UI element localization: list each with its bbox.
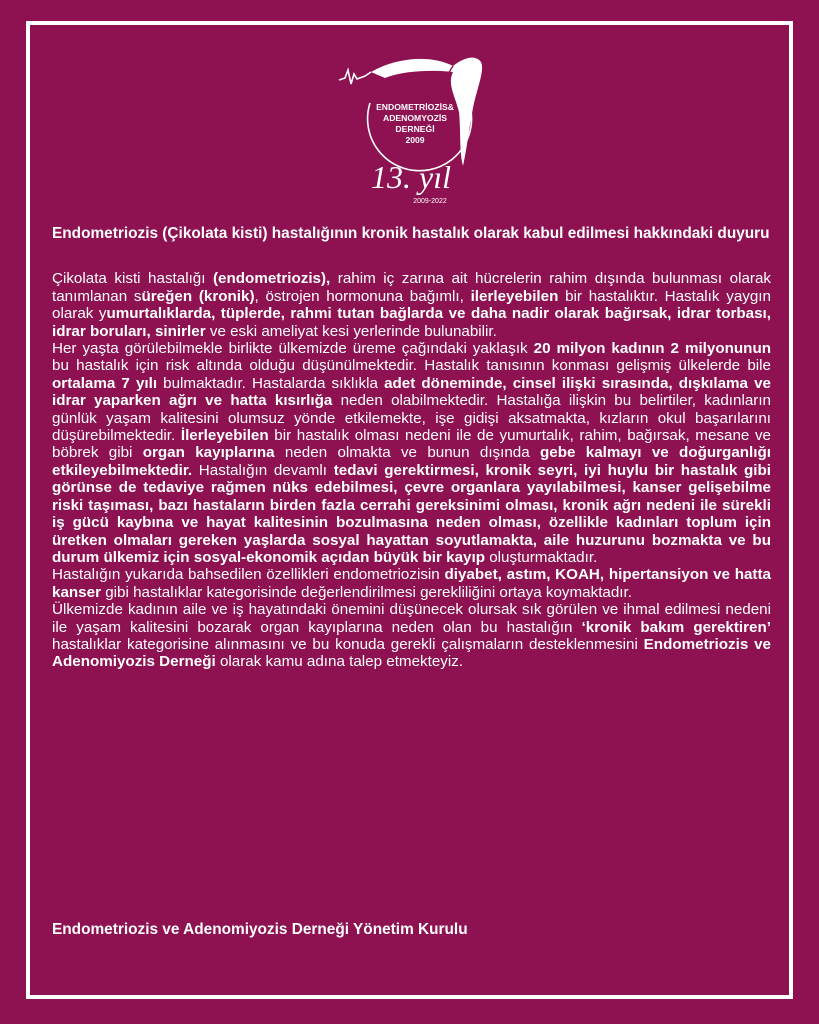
text-span: rahim iç zarına ait hücrelerin rahim dışında bulunması olarak tanımlanan s bbox=[52, 270, 771, 305]
bold-span: ilerleyebilen bbox=[470, 287, 559, 305]
text-span: Ülkemizde kadının aile ve iş hayatındaki önemini düşünecek olursak sık görülen ve ihmal edilmesi nedeni ile yaşam kalitesini bozarak organ kayıplarına neden olan bu hastalığın bbox=[52, 601, 771, 636]
bold-span: (endometriozis), bbox=[212, 270, 331, 288]
signature-line: Endometriozis ve Adenomiyozis Derneği Yönetim Kurulu bbox=[52, 921, 468, 938]
text-span: bulmaktadır. Hastalarda sıklıkla bbox=[157, 374, 385, 392]
logo-anniversary: 13. yıl bbox=[371, 159, 451, 195]
bold-span: adet döneminde, cinsel ilişki sırasında, dışkılama ve idrar yaparken ağrı ve hatta kısırlığa bbox=[52, 374, 771, 410]
paragraph-4 bbox=[52, 601, 771, 671]
logo-line2: ADENOMYOZİS bbox=[383, 113, 447, 123]
text-span: oluşturmaktadır. bbox=[484, 548, 598, 566]
logo-year: 2009 bbox=[405, 135, 425, 145]
bold-span: diyabet, astım, KOAH, hipertansiyon ve hatta kanser bbox=[52, 566, 771, 601]
text-span: hastalıklar kategorisine alınmasını ve bu konuda gerekli çalışmaların desteklenmesini bbox=[52, 635, 644, 653]
bold-span: 20 milyon kadının 2 milyonunun bbox=[533, 340, 771, 358]
bold-span: Endometriozis ve Adenomiyozis Derneği bbox=[52, 635, 772, 671]
logo-line3: DERNEĞİ bbox=[395, 124, 435, 134]
text-span: neden olmakta ve bunun dışında bbox=[274, 444, 541, 462]
paragraph-2 bbox=[52, 340, 771, 566]
bold-span: gebe kalmayı ve doğurganlığı etkileyebilmektedir. bbox=[52, 444, 771, 479]
text-span: gibi hastalıklar kategorisinde değerlendirilmesi gerekliliğini ortaya koymaktadır. bbox=[100, 583, 632, 601]
text-span: neden olabilmektedir. Hastalığa ilişkin bu belirtiler, kadınların günlük yaşam kalitesini olumsuz yönde etkilemekte, işe gidişi aksatmakta, kızların okul başarılarını düşürebilmektedir. bbox=[52, 392, 771, 445]
text-span: Hastalığın yukarıda bahsedilen özellikleri endometriozisin bbox=[52, 566, 445, 584]
text-span: Çikolata kisti hastalığı bbox=[52, 270, 213, 288]
bold-span: organ kayıplarına bbox=[142, 444, 275, 462]
text-span: bir hastalıktır. Hastalık yaygın olarak y bbox=[52, 287, 771, 323]
paragraph-1 bbox=[52, 270, 771, 340]
paragraph-3 bbox=[52, 566, 771, 601]
text-span: , östrojen hormonuna bağımlı, bbox=[254, 287, 471, 305]
announcement-body bbox=[52, 225, 771, 671]
announcement-heading: Endometriozis (Çikolata kisti) hastalığının kronik hastalık olarak kabul edilmesi hakkındaki duyuru bbox=[52, 225, 770, 242]
text-span: olarak kamu adına talep etmekteyiz. bbox=[215, 653, 464, 671]
logo-line1: ENDOMETRİOZİS& bbox=[376, 102, 454, 112]
bold-span: İlerleyebilen bbox=[180, 427, 269, 445]
text-span: bir hastalık olması nedeni ile de yumurtalık, rahim, bağırsak, mesane ve böbrek gibi bbox=[52, 427, 771, 462]
bold-span: üreğen (kronik) bbox=[141, 287, 255, 305]
association-logo bbox=[335, 48, 500, 213]
bold-span: umurtalıklarda, tüplerde, rahmi tutan bağlarda ve daha nadir olarak bağırsak, idrar torbası, idrar boruları, sinirler bbox=[52, 305, 771, 340]
text-span: Hastalığın devamlı bbox=[192, 461, 334, 479]
text-span: bu hastalık için risk altında olduğu düşünülmektedir. Hastalık tanısının konması gelişmiş ülkelerde bile bbox=[52, 357, 771, 375]
bold-span: tedavi gerektirmesi, kronik seyri, iyi huylu bir hastalık gibi görünse de tedaviye rağmen nüks edebilmesi, çevre organlara yayılabilmesi, kanser gelişebilme riski taşıması, bazı hastaların birden fazla cerrahi gereksinimi olması, kronik ağrı nedeni ile sürekli iş gücü kaybına ve hayat kalitesinin bozulmasına neden olması, özellikle kadınları toplum için üretken olmaları gereken yaşlarda sosyal hayattan soyutlamakta, aile huzurunu bozmakta ve bu durum ülkemiz için sosyal-ekonomik açıdan büyük bir kayıp bbox=[52, 461, 772, 566]
text-span: Her yaşta görülebilmekle birlikte ülkemizde üreme çağındaki yaklaşık bbox=[52, 340, 534, 358]
logo-range: 2009-2022 bbox=[413, 198, 447, 205]
text-span: ve eski ameliyat kesi yerlerinde bulunabilir. bbox=[205, 322, 497, 340]
bold-span: ‘kronik bakım gerektiren’ bbox=[581, 618, 771, 636]
bold-span: ortalama 7 yılı bbox=[52, 374, 158, 392]
